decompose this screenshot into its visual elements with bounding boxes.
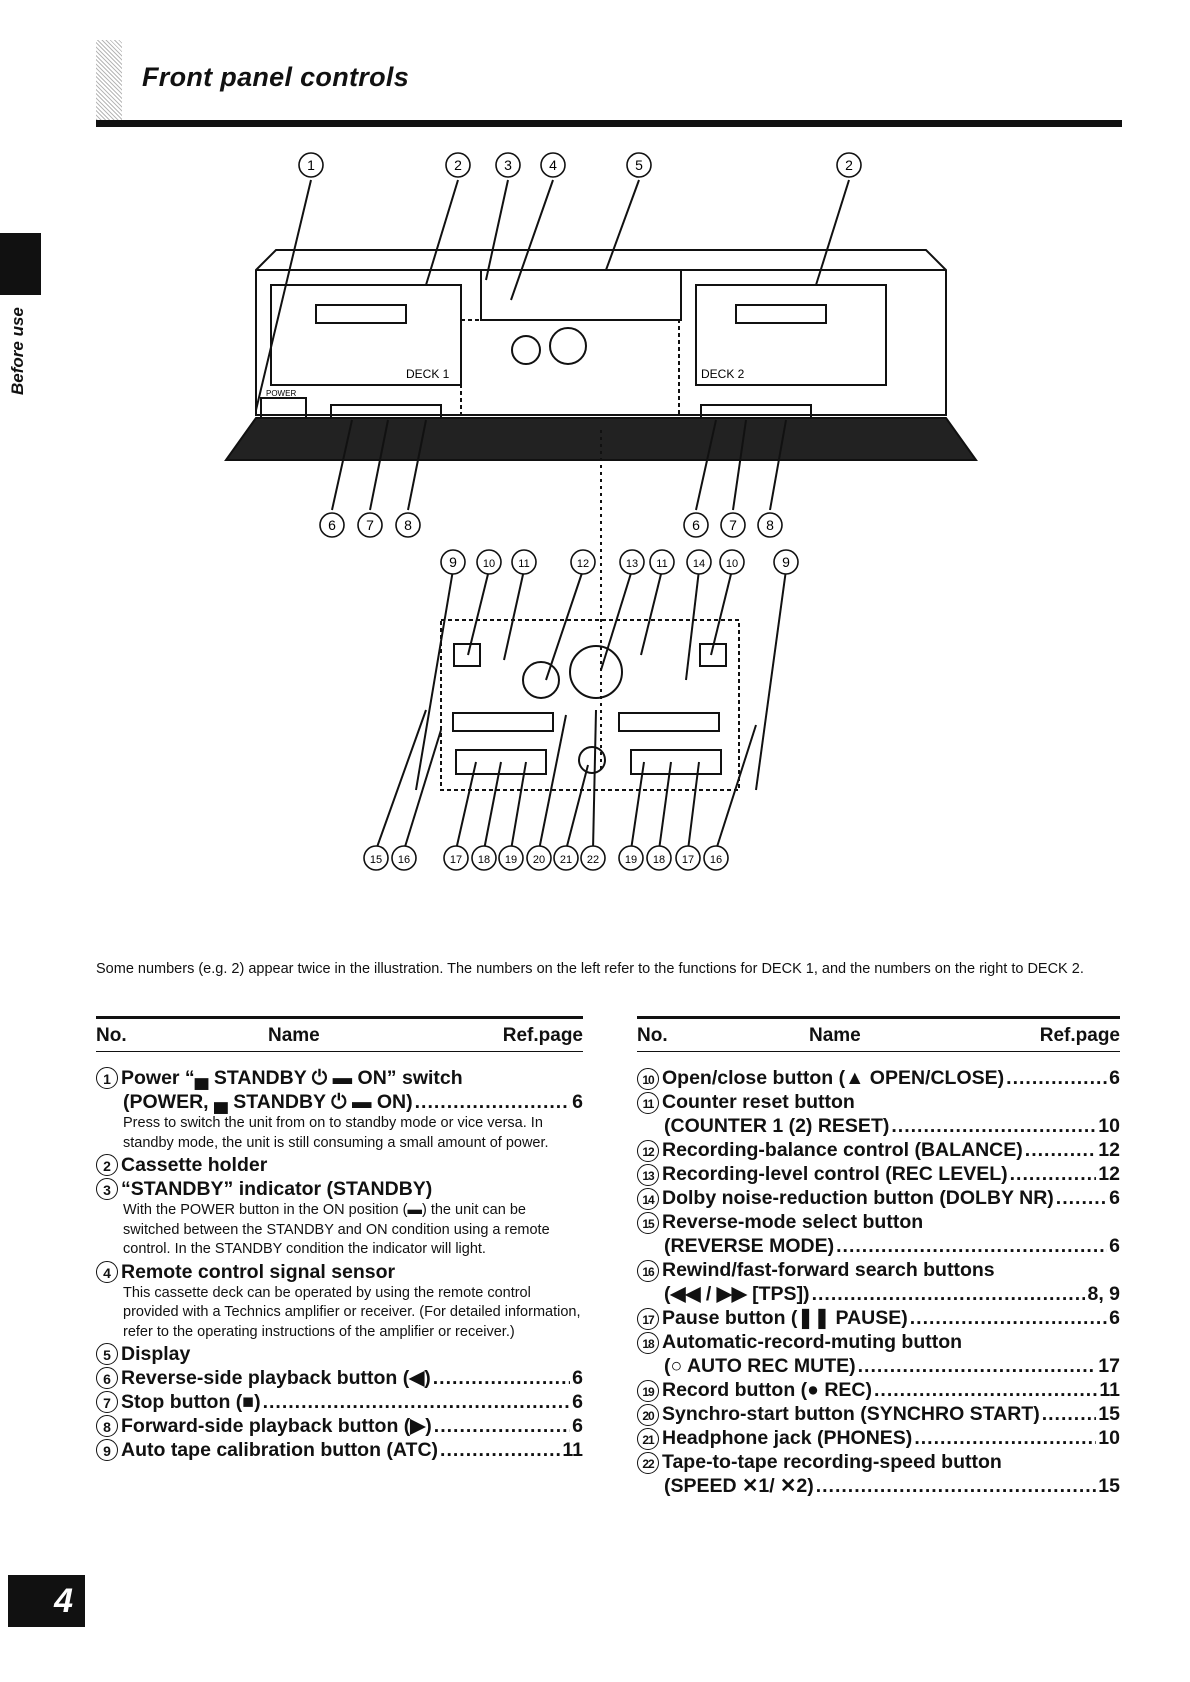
item-name-line — [637, 1210, 1120, 1234]
section-tab — [0, 233, 41, 295]
item-name: Remote control signal sensor — [121, 1260, 396, 1283]
callout-number: 2 — [845, 157, 853, 173]
item-entry — [96, 1177, 583, 1260]
item-ref-page: 11 — [1099, 1379, 1120, 1401]
header-name: Name — [268, 1025, 320, 1046]
leader-dots — [263, 1390, 571, 1414]
item-name: Record button (● REC) — [662, 1379, 873, 1401]
item-name-line — [637, 1402, 1120, 1426]
item-ref-page: 6 — [572, 1391, 583, 1413]
item-ref-page: 6 — [572, 1091, 583, 1113]
item-number: 11 — [637, 1092, 659, 1114]
item-name-line — [96, 1414, 583, 1438]
item-name: Automatic-record-muting button — [662, 1331, 963, 1353]
item-entry — [96, 1260, 583, 1343]
enlarged-rec-level-knob — [570, 646, 622, 698]
leader-dots — [874, 1378, 1097, 1402]
item-name: Counter reset button — [662, 1091, 855, 1113]
item-entry — [637, 1210, 1120, 1258]
item-name: (REVERSE MODE) — [664, 1235, 835, 1257]
item-name-line — [637, 1282, 1120, 1306]
item-name-line — [637, 1258, 1120, 1282]
callout-number: 8 — [766, 517, 774, 533]
item-entry — [96, 1414, 583, 1438]
item-name: Tape-to-tape recording-speed button — [662, 1451, 1002, 1473]
item-name: Cassette holder — [121, 1154, 268, 1176]
callout-number: 10 — [482, 558, 496, 570]
power-label: POWER — [266, 389, 297, 398]
callout-number: 15 — [369, 854, 383, 866]
item-name-line — [637, 1090, 1120, 1114]
item-entry — [637, 1186, 1120, 1210]
item-entry — [637, 1162, 1120, 1186]
item-name-line — [637, 1162, 1120, 1186]
page-number: 4 — [8, 1575, 85, 1627]
callout-number: 17 — [681, 854, 695, 866]
item-number: 22 — [637, 1452, 659, 1474]
item-name: Power “▄ STANDBY ⏻ ▬ ON” switch — [121, 1067, 463, 1089]
enlarged-panel — [441, 620, 739, 790]
header-dither-decoration — [96, 40, 122, 124]
item-name: Forward-side playback button (▶) — [121, 1415, 432, 1437]
item-name-line — [637, 1066, 1120, 1090]
page-title: Front panel controls — [142, 62, 410, 92]
leader-dots — [1056, 1186, 1107, 1210]
deck1-window — [316, 305, 406, 323]
item-ref-page: 6 — [1109, 1187, 1120, 1209]
callout-number: 21 — [559, 854, 573, 866]
item-ref-page: 12 — [1098, 1163, 1120, 1185]
item-name: (SPEED ✕1/ ✕2) — [664, 1475, 814, 1497]
item-name: Reverse-side playback button (◀) — [121, 1367, 431, 1389]
callout-number: 18 — [652, 854, 666, 866]
item-name-line — [96, 1177, 583, 1201]
leader-dots — [836, 1234, 1107, 1258]
item-entry — [637, 1090, 1120, 1138]
callout-number: 22 — [586, 854, 600, 866]
item-entry — [637, 1378, 1120, 1402]
item-number: 21 — [637, 1428, 659, 1450]
callout-number: 5 — [635, 157, 643, 173]
item-entry — [96, 1366, 583, 1390]
callout-number: 1 — [307, 157, 315, 173]
item-name: Pause button (❚❚ PAUSE) — [662, 1307, 908, 1329]
item-name: (COUNTER 1 (2) RESET) — [664, 1115, 890, 1137]
item-entry — [96, 1153, 583, 1177]
item-name: (◀◀ / ▶▶ [TPS]) — [664, 1283, 810, 1305]
illustration-note: Some numbers (e.g. 2) appear twice in the illustration. The numbers on the left refer to the functions for DECK 1, and the numbers on the right to DECK 2. — [96, 961, 1084, 977]
callout-number: 11 — [656, 558, 668, 570]
item-ref-page: 6 — [1109, 1067, 1120, 1089]
item-name-line — [96, 1153, 583, 1177]
item-number: 2 — [96, 1154, 118, 1176]
callout-number: 17 — [449, 854, 463, 866]
header-ref: Ref.page — [1039, 1025, 1120, 1046]
callout-number: 10 — [725, 558, 739, 570]
item-name-line — [637, 1450, 1120, 1474]
callout-number: 6 — [328, 517, 336, 533]
callout-number: 3 — [504, 157, 512, 173]
item-description: Press to switch the unit from on to standby mode or vice versa. In standby mode, the unit is still consuming a small amount of power. — [123, 1115, 549, 1151]
balance-knob — [512, 336, 540, 364]
item-number: 12 — [637, 1140, 659, 1162]
callout-number: 13 — [625, 558, 639, 570]
leader-dots — [415, 1090, 571, 1114]
item-name-line — [637, 1234, 1120, 1258]
item-number: 17 — [637, 1308, 659, 1330]
item-name-line — [637, 1378, 1120, 1402]
leader-dots — [858, 1354, 1097, 1378]
item-name-line — [96, 1438, 583, 1462]
item-ref-page: 11 — [562, 1439, 583, 1461]
callout-number: 9 — [449, 554, 457, 570]
header-no: No. — [96, 1025, 127, 1046]
item-number: 5 — [96, 1343, 118, 1365]
item-number: 16 — [637, 1260, 659, 1282]
item-name: (POWER, ▄ STANDBY ⏻ ▬ ON) — [123, 1091, 413, 1113]
item-entry — [96, 1438, 583, 1462]
enlarged-tps-2 — [619, 713, 719, 731]
item-number: 19 — [637, 1380, 659, 1402]
display — [481, 270, 681, 320]
center-panel — [461, 320, 679, 430]
item-name-line — [637, 1138, 1120, 1162]
item-description: This cassette deck can be operated by using the remote control provided with a Technics amplifier or receiver. (For detailed information, refer to the operating instructions of the amplifier or receiver.) — [123, 1284, 581, 1340]
item-ref-page: 10 — [1098, 1427, 1120, 1449]
item-name: Auto tape calibration button (ATC) — [121, 1439, 439, 1461]
item-number: 1 — [96, 1067, 118, 1089]
item-ref-page: 6 — [572, 1415, 583, 1437]
item-name: Recording-balance control (BALANCE) — [662, 1139, 1023, 1161]
item-name-line — [96, 1366, 583, 1390]
callout-number: 16 — [397, 854, 411, 866]
front-panel-svg — [96, 150, 1126, 950]
item-name: “STANDBY” indicator (STANDBY) — [121, 1178, 433, 1200]
callout-number: 6 — [692, 517, 700, 533]
item-number: 4 — [96, 1261, 118, 1283]
enlarged-rec-buttons-2 — [631, 750, 721, 774]
callout-number: 2 — [454, 157, 462, 173]
callout-number: 4 — [549, 157, 557, 173]
callout-number: 7 — [366, 517, 374, 533]
leader-dots — [440, 1438, 560, 1462]
right-items-list — [637, 1066, 1120, 1498]
item-ref-page: 8, 9 — [1087, 1283, 1120, 1305]
leader-dots — [1006, 1066, 1107, 1090]
item-name-line — [96, 1090, 583, 1114]
leader-dots — [1042, 1402, 1097, 1426]
item-entry — [637, 1258, 1120, 1306]
item-number: 13 — [637, 1164, 659, 1186]
item-ref-page: 15 — [1098, 1403, 1120, 1425]
deck2-window — [736, 305, 826, 323]
front-panel-illustration — [96, 150, 1126, 950]
rec-level-knob — [550, 328, 586, 364]
item-number: 10 — [637, 1068, 659, 1090]
item-name: Rewind/fast-forward search buttons — [662, 1259, 995, 1281]
item-entry — [96, 1066, 583, 1153]
callout-number: 16 — [709, 854, 723, 866]
callout-number: 7 — [729, 517, 737, 533]
item-ref-page: 6 — [1109, 1235, 1120, 1257]
callout-number: 11 — [518, 558, 530, 570]
item-name-line — [637, 1186, 1120, 1210]
item-name: Recording-level control (REC LEVEL) — [662, 1163, 1008, 1185]
leader-dots — [1025, 1138, 1097, 1162]
item-name-line — [96, 1390, 583, 1414]
item-ref-page: 6 — [1109, 1307, 1120, 1329]
leader-dots — [914, 1426, 1096, 1450]
item-name-line — [637, 1114, 1120, 1138]
deck-body — [256, 250, 946, 415]
item-entry — [96, 1390, 583, 1414]
enlarged-balance-knob — [523, 662, 559, 698]
deck1-label: DECK 1 — [406, 367, 450, 381]
callout-number: 14 — [692, 558, 706, 570]
item-ref-page: 12 — [1098, 1139, 1120, 1161]
leader-dots — [1010, 1162, 1097, 1186]
callout-number: 19 — [624, 854, 638, 866]
callout-number: 12 — [576, 558, 590, 570]
item-name-line — [96, 1066, 583, 1090]
item-name-line — [96, 1260, 583, 1284]
leader-dots — [910, 1306, 1107, 1330]
item-entry — [96, 1342, 583, 1366]
item-number: 3 — [96, 1178, 118, 1200]
callout-number: 20 — [532, 854, 546, 866]
item-entry — [637, 1138, 1120, 1162]
item-ref-page: 10 — [1098, 1115, 1120, 1137]
item-name: Reverse-mode select button — [662, 1211, 924, 1233]
item-number: 6 — [96, 1367, 118, 1389]
right-table-header — [637, 1016, 1120, 1052]
item-name-line — [637, 1354, 1120, 1378]
deck2-label: DECK 2 — [701, 367, 745, 381]
section-side-label: Before use — [8, 307, 27, 395]
enlarged-tps-1 — [453, 713, 553, 731]
leader-dots — [434, 1414, 570, 1438]
item-name: Synchro-start button (SYNCHRO START) — [662, 1403, 1040, 1425]
item-name: Dolby noise-reduction button (DOLBY NR) — [662, 1187, 1054, 1209]
item-description: With the POWER button in the ON position (▬) the unit can be switched between the STANDBY and ON condition using a remote control. In the STANDBY condition the indicator will light. — [123, 1202, 550, 1257]
callout-number: 18 — [477, 854, 491, 866]
item-number: 9 — [96, 1439, 118, 1461]
header-name: Name — [809, 1025, 861, 1046]
callout-number: 8 — [404, 517, 412, 533]
item-entry — [637, 1330, 1120, 1378]
item-entry — [637, 1306, 1120, 1330]
item-name-line — [637, 1330, 1120, 1354]
header-rule — [96, 120, 1122, 127]
item-name-line — [637, 1306, 1120, 1330]
item-ref-page: 15 — [1098, 1475, 1120, 1497]
item-number: 14 — [637, 1188, 659, 1210]
item-number: 8 — [96, 1415, 118, 1437]
item-name-line — [637, 1474, 1120, 1498]
item-number: 7 — [96, 1391, 118, 1413]
item-name: (○ AUTO REC MUTE) — [664, 1355, 856, 1377]
leader-dots — [812, 1282, 1086, 1306]
header-ref: Ref.page — [502, 1025, 583, 1046]
item-name: Headphone jack (PHONES) — [662, 1427, 913, 1449]
item-name-line — [96, 1342, 583, 1366]
item-name: Display — [121, 1343, 191, 1365]
item-number: 15 — [637, 1212, 659, 1234]
callout-number: 9 — [782, 554, 790, 570]
left-table-header — [96, 1016, 583, 1052]
item-name: Open/close button (▲ OPEN/CLOSE) — [662, 1067, 1005, 1089]
item-ref-page: 6 — [572, 1367, 583, 1389]
item-entry — [637, 1426, 1120, 1450]
item-name: Stop button (■) — [121, 1391, 261, 1413]
header-no: No. — [637, 1025, 668, 1046]
enlarged-open-close-1 — [454, 644, 480, 666]
item-number: 18 — [637, 1332, 659, 1354]
item-entry — [637, 1402, 1120, 1426]
item-entry — [637, 1450, 1120, 1498]
leader-dots — [816, 1474, 1097, 1498]
item-number: 20 — [637, 1404, 659, 1426]
item-name-line — [637, 1426, 1120, 1450]
leader-dots — [891, 1114, 1096, 1138]
item-ref-page: 17 — [1098, 1355, 1120, 1377]
left-items-list — [96, 1066, 583, 1462]
leader-dots — [433, 1366, 570, 1390]
item-entry — [637, 1066, 1120, 1090]
callout-number: 19 — [504, 854, 518, 866]
